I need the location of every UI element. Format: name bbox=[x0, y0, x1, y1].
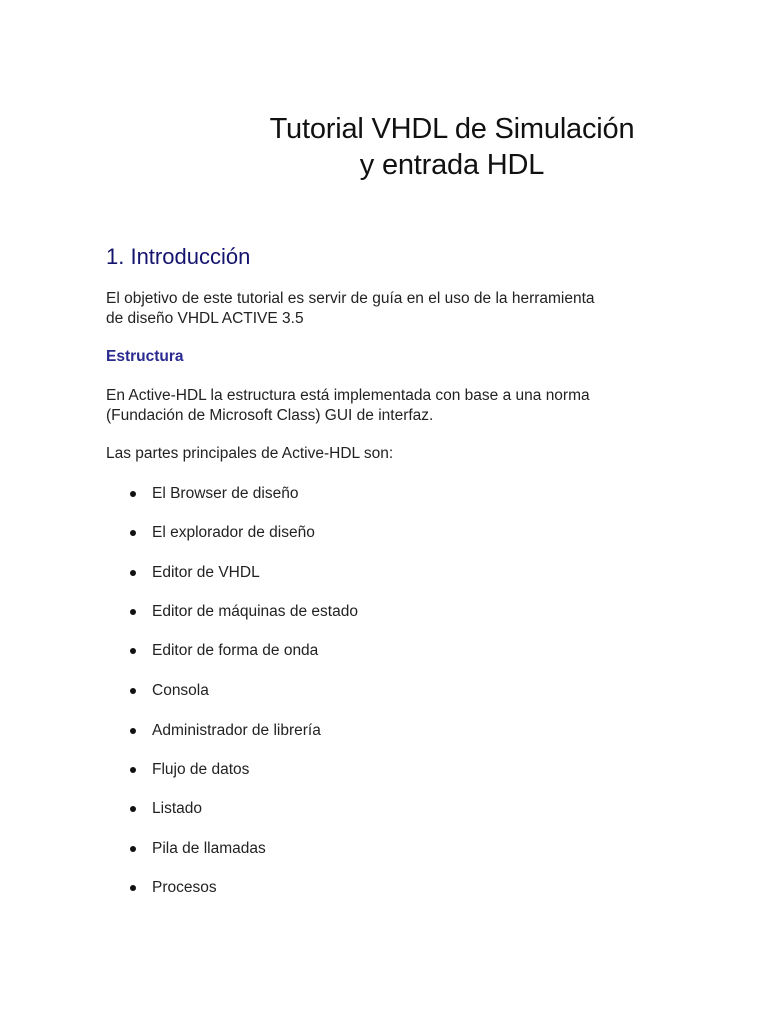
list-item-text: El explorador de diseño bbox=[152, 524, 315, 541]
bullet-icon bbox=[130, 648, 136, 654]
bullet-icon bbox=[130, 806, 136, 812]
list-item-text: Listado bbox=[152, 800, 202, 817]
intro-paragraph bbox=[106, 289, 666, 329]
parts-intro: Las partes principales de Active-HDL son: bbox=[106, 445, 394, 462]
list-item-text: El Browser de diseño bbox=[152, 485, 299, 502]
bullet-icon bbox=[130, 530, 136, 536]
list-item-text: Flujo de datos bbox=[152, 761, 250, 778]
list-item-text: Pila de llamadas bbox=[152, 840, 266, 857]
title-line-1: Tutorial VHDL de Simulación bbox=[269, 113, 635, 145]
structure-line-1: En Active-HDL la estructura está implementada con base a una norma bbox=[106, 387, 590, 404]
structure-paragraph bbox=[106, 386, 666, 426]
list-item-text: Administrador de librería bbox=[152, 722, 321, 739]
list-item-text: Editor de VHDL bbox=[152, 564, 260, 581]
bullet-icon bbox=[130, 491, 136, 497]
list-item-text: Editor de máquinas de estado bbox=[152, 603, 358, 620]
bullet-icon bbox=[130, 728, 136, 734]
list-item-text: Consola bbox=[152, 682, 209, 699]
document-title bbox=[230, 111, 674, 183]
structure-subheading: Estructura bbox=[106, 348, 184, 365]
list-item-text: Procesos bbox=[152, 879, 217, 896]
structure-line-2: (Fundación de Microsoft Class) GUI de interfaz. bbox=[106, 407, 434, 424]
intro-line-2: de diseño VHDL ACTIVE 3.5 bbox=[106, 310, 304, 327]
section-heading: 1. Introducción bbox=[106, 244, 251, 269]
list-item-text: Editor de forma de onda bbox=[152, 642, 319, 659]
title-line-2: y entrada HDL bbox=[359, 149, 545, 181]
bullet-icon bbox=[130, 688, 136, 694]
bullet-icon bbox=[130, 885, 136, 891]
intro-line-1: El objetivo de este tutorial es servir de guía en el uso de la herramienta bbox=[106, 290, 595, 307]
bullet-icon bbox=[130, 767, 136, 773]
bullet-icon bbox=[130, 570, 136, 576]
bullet-icon bbox=[130, 846, 136, 852]
bullet-icon bbox=[130, 609, 136, 615]
